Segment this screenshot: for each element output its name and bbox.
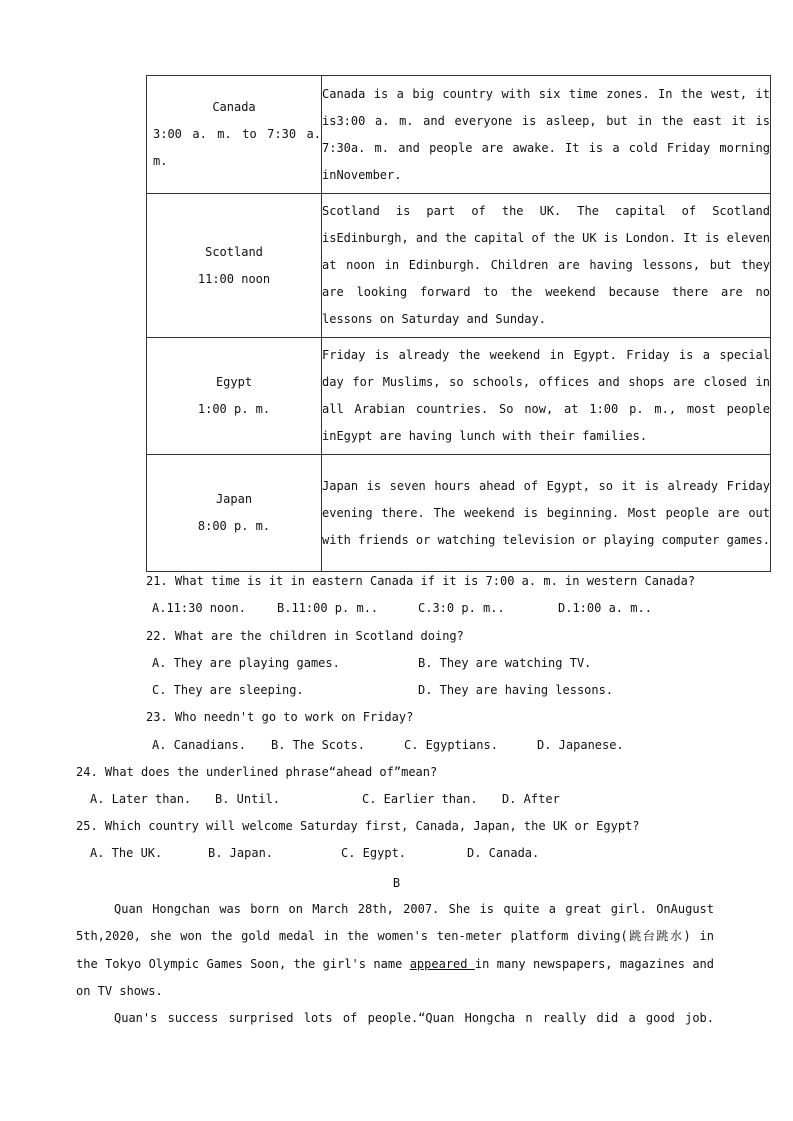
place-time: 1:00 p. m.	[197, 402, 271, 416]
passage-paragraph-2: Quan's success surprised lots of people.“Quan Hongcha n really did a good job.	[114, 1011, 714, 1025]
q23-option-a[interactable]: A. Canadians.	[152, 738, 246, 752]
question-23: 23. Who needn't go to work on Friday?	[146, 710, 414, 724]
q25-option-b[interactable]: B. Japan.	[208, 846, 274, 860]
q21-option-a[interactable]: A.11:30 noon.	[152, 601, 246, 615]
place-cell	[147, 455, 322, 572]
q23-option-b[interactable]: B. The Scots.	[271, 738, 365, 752]
q21-option-c[interactable]: C.3:0 p. m..	[418, 601, 505, 615]
question-21: 21. What time is it in eastern Canada if it is 7:00 a. m. in western Canada?	[146, 574, 696, 588]
q22-option-a[interactable]: A. They are playing games.	[152, 656, 340, 670]
q22-option-b[interactable]: B. They are watching TV.	[418, 656, 592, 670]
description-cell: Friday is already the weekend in Egypt. Friday is a special day for Muslims, so schools, offices and shops are closed in all Arabian countries. So now, at 1:00 p. m., most people inEgypt are having lunch with their families.	[322, 338, 771, 455]
q23-option-c[interactable]: C. Egyptians.	[404, 738, 498, 752]
place-name: Egypt	[215, 375, 253, 389]
q22-option-c[interactable]: C. They are sleeping.	[152, 683, 304, 697]
q23-option-d[interactable]: D. Japanese.	[537, 738, 624, 752]
q24-option-b[interactable]: B. Until.	[215, 792, 281, 806]
q25-option-a[interactable]: A. The UK.	[90, 846, 163, 860]
table-row	[147, 76, 771, 194]
passage-text: Quan Hongchan was born on March 28th, 2007. She is quite a great girl. OnAugust 5th,2020, she won the gold medal in the women's ten-meter platform diving(跳台跳水) in the Tokyo Olympic Games Soon, the girl's name	[76, 902, 714, 971]
place-cell	[147, 76, 322, 194]
q24-option-a[interactable]: A. Later than.	[90, 792, 192, 806]
description-cell: Canada is a big country with six time zones. In the west, it is3:00 a. m. and everyone is asleep, but in the east it is 7:30a. m. and people are awake. It is a cold Friday morning inNovember.	[322, 76, 771, 194]
section-heading: B	[392, 876, 401, 890]
place-name: Canada	[212, 100, 256, 114]
passage-text: in many newspapers, magazines and on TV shows.	[76, 956, 714, 998]
place-cell	[147, 338, 322, 455]
question-25: 25. Which country will welcome Saturday first, Canada, Japan, the UK or Egypt?	[76, 819, 640, 833]
table-row	[147, 194, 771, 338]
place-name: Scotland	[205, 244, 263, 259]
time-zones-table	[146, 75, 771, 572]
underlined-word: appeared	[409, 956, 475, 971]
table-row	[147, 455, 771, 572]
description-cell: Scotland is part of the UK. The capital of Scotland isEdinburgh, and the capital of the UK is London. It is eleven at noon in Edinburgh. Children are having lessons, but they are looking forward to the weekend because there are no lessons on Saturday and Sunday.	[322, 194, 771, 338]
place-cell	[147, 194, 322, 338]
place-time: 8:00 p. m.	[197, 519, 271, 533]
table-row	[147, 338, 771, 455]
q22-option-d[interactable]: D. They are having lessons.	[418, 683, 614, 697]
q21-option-b[interactable]: B.11:00 p. m..	[277, 601, 379, 615]
q21-option-d[interactable]: D.1:00 a. m..	[558, 601, 652, 615]
question-22: 22. What are the children in Scotland doing?	[146, 629, 464, 643]
q25-option-c[interactable]: C. Egypt.	[341, 846, 407, 860]
q25-option-d[interactable]: D. Canada.	[467, 846, 540, 860]
q24-option-c[interactable]: C. Earlier than.	[362, 792, 478, 806]
place-time: 3:00 a. m. to 7:30 a. m.	[153, 127, 321, 168]
passage-paragraph-1	[76, 896, 714, 1005]
place-name: Japan	[215, 492, 253, 506]
place-time: 11:00 noon	[197, 271, 271, 286]
q24-option-d[interactable]: D. After	[502, 792, 560, 806]
question-24: 24. What does the underlined phrase“ahead of”mean?	[76, 765, 438, 779]
description-cell: Japan is seven hours ahead of Egypt, so it is already Friday evening there. The weekend is beginning. Most people are out with friends or watching television or playing computer games.	[322, 455, 771, 572]
